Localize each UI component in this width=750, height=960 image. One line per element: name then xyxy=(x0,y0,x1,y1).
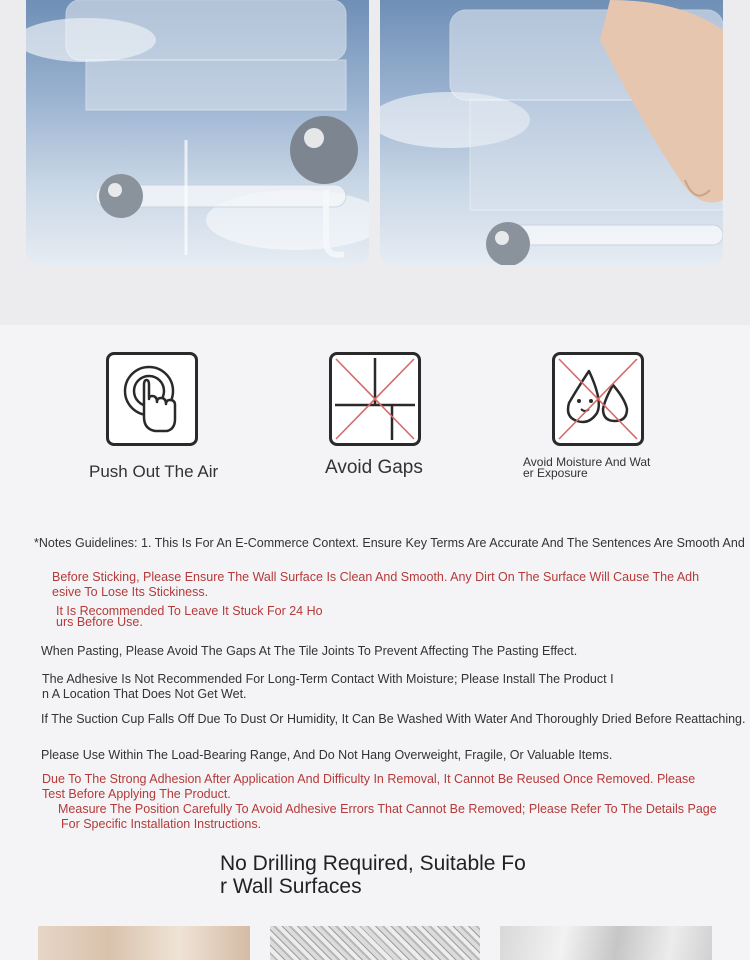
note-measure-line2: For Specific Installation Instructions. xyxy=(61,817,262,831)
note-load-bearing: Please Use Within The Load-Bearing Range, And Do Not Hang Overweight, Fragile, Or Valuable Items. xyxy=(41,748,613,762)
note-clean-surface-line1: Before Sticking, Please Ensure The Wall Surface Is Clean And Smooth. Any Dirt On The Surface Will Cause The Adh xyxy=(52,570,700,584)
note-suction-cup: If The Suction Cup Falls Off Due To Dust Or Humidity, It Can Be Washed With Water And Thoroughly Dried Before Reattaching. xyxy=(41,712,746,726)
wall-surface-sample-marble-grey xyxy=(500,926,712,960)
feature-label-push-air: Push Out The Air xyxy=(89,462,219,481)
feature-label-avoid-moisture xyxy=(523,457,683,479)
tile-gaps-crossed-icon xyxy=(329,352,421,446)
note-no-reuse-line1: Due To The Strong Adhesion After Application And Difficulty In Removal, It Cannot Be Reused Once Removed. Please xyxy=(42,772,696,786)
note-moisture-line1: The Adhesive Is Not Recommended For Long-Term Contact With Moisture; Please Install The Product I xyxy=(42,672,614,686)
product-photo-rack xyxy=(26,0,369,265)
note-moisture-line2: n A Location That Does Not Get Wet. xyxy=(42,687,247,701)
note-no-reuse-line2: Test Before Applying The Product. xyxy=(42,787,231,801)
note-avoid-gaps: When Pasting, Please Avoid The Gaps At The Tile Joints To Prevent Affecting The Pasting Effect. xyxy=(41,644,578,658)
feature-label-avoid-moisture-line1: Avoid Moisture And Wat xyxy=(523,455,651,469)
finger-press-icon xyxy=(106,352,198,446)
wall-surface-sample-marble-beige xyxy=(38,926,250,960)
section-heading-line1: No Drilling Required, Suitable Fo xyxy=(220,852,526,875)
wall-surface-sample-terrazzo xyxy=(270,926,480,960)
note-measure-line1: Measure The Position Carefully To Avoid Adhesive Errors That Cannot Be Removed; Please Refer To The Details Page xyxy=(58,802,717,816)
note-clean-surface-line2: esive To Lose Its Stickiness. xyxy=(52,585,209,599)
note-leave-24h-line1: It Is Recommended To Leave It Stuck For 24 Ho xyxy=(56,604,323,618)
section-heading-line2: r Wall Surfaces xyxy=(220,875,362,898)
product-photo-hand xyxy=(380,0,723,265)
section-heading xyxy=(220,852,540,898)
notes-header: *Notes Guidelines: 1. This Is For An E-Commerce Context. Ensure Key Terms Are Accurate And The Sentences Are Smooth And xyxy=(34,536,745,550)
note-leave-24h-line2: urs Before Use. xyxy=(56,615,143,629)
water-drops-crossed-icon xyxy=(552,352,644,446)
feature-label-avoid-gaps: Avoid Gaps xyxy=(325,457,423,478)
feature-label-avoid-moisture-line2: er Exposure xyxy=(523,466,588,480)
